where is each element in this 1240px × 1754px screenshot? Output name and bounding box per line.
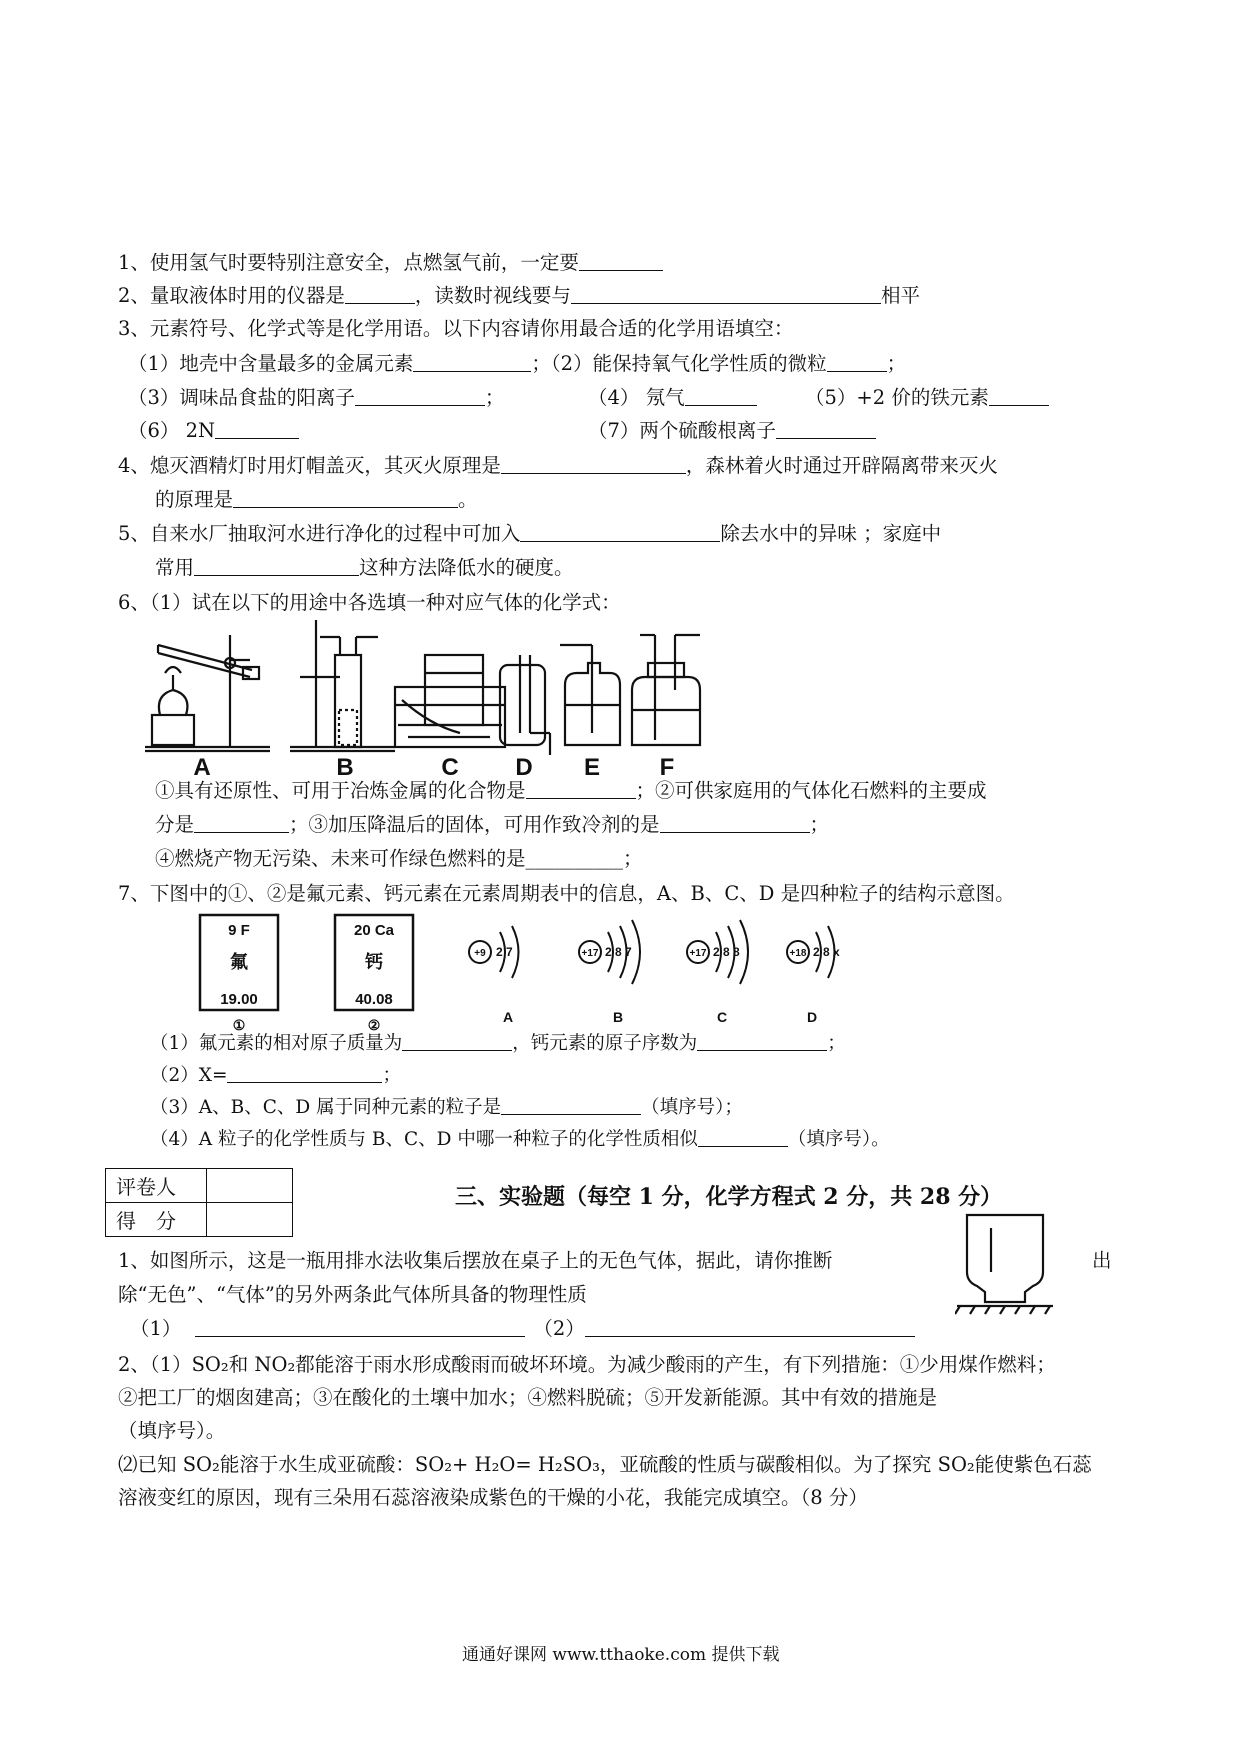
calcium-atomic-number: 20 Ca (353, 922, 395, 939)
answer-blank[interactable] (501, 453, 686, 474)
answer-blank[interactable] (989, 385, 1049, 406)
answer-blank[interactable] (571, 283, 881, 304)
question-6-intro: 6、（1）试在以下的用途中各选填一种对应气体的化学式： (118, 591, 621, 614)
inverted-gas-bottle-figure (955, 1210, 1055, 1318)
answer-blank[interactable] (660, 812, 810, 833)
atom-label: C (716, 1009, 728, 1025)
apparatus-d-collection-jar (500, 655, 550, 755)
question-3-sulfate: （7）两个硫酸根离子 (588, 418, 876, 444)
apparatus-label: F (659, 754, 675, 780)
question-7-line-3: （3）A、B、C、D 属于同种元素的粒子是 （填序号）； (150, 1094, 743, 1121)
question-6-line-3: ④燃烧产物无污染、未来可作绿色燃料的是__________； (155, 847, 643, 870)
answer-blank[interactable] (585, 1316, 915, 1337)
question-4-line-2: 的原理是 。 (155, 488, 478, 511)
nucleus-charge: +17 (689, 948, 707, 959)
answer-blank[interactable] (194, 555, 359, 576)
question-7-intro: 7、下图中的①、②是氟元素、钙元素在元素周期表中的信息，A、B、C、D 是四种粒子的结构示意图。 (118, 882, 1015, 905)
electron-shells: 2 8 7 (605, 945, 632, 959)
electron-shells: 2 7 (496, 945, 513, 959)
answer-blank[interactable] (194, 812, 289, 833)
answer-blank[interactable] (526, 778, 636, 799)
apparatus-c-water-trough (395, 655, 505, 747)
question-4-line-1: 4、熄灭酒精灯时用灯帽盖灭，其灭火原理是 ，森林着火时通过开辟隔离带来灭火 (118, 454, 998, 477)
answer-blank[interactable] (355, 385, 485, 406)
experiment-2-line-3: （填序号）。 (118, 1419, 226, 1442)
question-2: 2、量取液体时用的仪器是 ，读数时视线要与 相平 (118, 284, 920, 307)
answer-blank[interactable] (685, 385, 757, 406)
apparatus-label: E (583, 754, 601, 780)
apparatus-label: A (193, 754, 211, 780)
answer-blank[interactable] (776, 418, 876, 439)
fluorine-atomic-number: 9 F (228, 922, 250, 939)
apparatus-label: B (336, 754, 354, 780)
grader-label: 评卷人 (106, 1169, 207, 1203)
nucleus-charge: +18 (789, 948, 807, 959)
nucleus-charge: +17 (581, 948, 599, 959)
answer-blank[interactable] (520, 521, 720, 542)
atom-label: D (806, 1009, 818, 1025)
element-info-figure (190, 910, 850, 1040)
question-7-line-4: （4）A 粒子的化学性质与 B、C、D 中哪一种粒子的化学性质相似 （填序号）。 (150, 1126, 890, 1153)
grader-cell[interactable] (207, 1169, 293, 1203)
apparatus-label: D (515, 754, 533, 780)
question-7-line-1: （1）氟元素的相对原子质量为 ，钙元素的原子序数为 ； (150, 1030, 846, 1057)
question-3-intro: 3、元素符号、化学式等是化学用语。以下内容请你用最合适的化学用语填空： (118, 317, 794, 340)
answer-blank[interactable] (402, 1030, 512, 1051)
answer-blank[interactable] (227, 1062, 382, 1083)
answer-blank[interactable] (233, 487, 458, 508)
apparatus-b-tube-stand (290, 620, 395, 751)
experiment-2-line-1: 2、（1）SO₂和 NO₂都能溶于雨水形成酸雨而破坏环境。为减少酸雨的产生，有下列措施：①少用煤作燃料； (118, 1353, 1056, 1376)
apparatus-label: C (441, 754, 459, 780)
experiment-1-answers: （1） （2） (130, 1316, 915, 1342)
answer-blank[interactable] (698, 1126, 788, 1147)
experiment-1-line-1: 1、如图所示，这是一瓶用排水法收集后摆放在桌子上的无色气体，据此，请你推断 (118, 1249, 833, 1272)
answer-blank[interactable] (827, 351, 887, 372)
experiment-2-line-5: 溶液变红的原因，现有三朵用石蕊溶液染成紫色的干燥的小花，我能完成填空。（8 分） (118, 1486, 868, 1509)
answer-blank[interactable] (195, 1316, 525, 1337)
calcium-atomic-mass: 40.08 (355, 991, 393, 1008)
apparatus-f-wash-bottle (632, 635, 700, 745)
score-cell[interactable] (207, 1203, 293, 1237)
question-5-line-2: 常用 这种方法降低水的硬度。 (155, 556, 574, 579)
answer-blank[interactable] (215, 418, 299, 439)
fluorine-name: 氟 (230, 952, 248, 972)
apparatus-a-heating-tube (145, 635, 270, 751)
question-3-iron: （5）+2 价的铁元素 (805, 385, 1049, 411)
question-3-neon: （4） 氖气 (588, 385, 757, 411)
question-7-line-2: （2）X= ； (150, 1062, 401, 1089)
answer-blank[interactable] (413, 351, 531, 372)
card-label: ① (232, 1017, 246, 1033)
answer-blank[interactable] (501, 1094, 641, 1115)
fluorine-atomic-mass: 19.00 (220, 991, 258, 1008)
experiment-2-line-2: ②把工厂的烟囱建高；③在酸化的土壤中加水；④燃料脱硫；⑤开发新能源。其中有效的措施是 (118, 1386, 938, 1409)
question-6-line-2: 分是 ；③加压降温后的固体，可用作致冷剂的是 ； (155, 813, 830, 836)
page-footer: 通通好课网 www.tthaoke.com 提供下载 (462, 1645, 780, 1665)
question-5-line-1: 5、自来水厂抽取河水进行净化的过程中可加入 除去水中的异味 ；家庭中 (118, 522, 942, 545)
card-label: ② (367, 1017, 381, 1033)
question-6-line-1: ①具有还原性、可用于冶炼金属的化合物是 ；②可供家庭用的气体化石燃料的主要成 (155, 779, 987, 802)
experiment-1-line-1-end: 出 (1092, 1249, 1112, 1272)
question-3-2n: （6） 2N (128, 418, 299, 444)
answer-blank[interactable] (345, 283, 415, 304)
section-3-title: 三、实验题（每空 1 分，化学方程式 2 分，共 28 分） (455, 1184, 1003, 1210)
question-1: 1、使用氢气时要特别注意安全，点燃氢气前，一定要 (118, 250, 663, 276)
calcium-name: 钙 (365, 952, 383, 972)
atom-label: B (612, 1009, 624, 1025)
score-table (105, 1168, 293, 1237)
answer-blank[interactable] (697, 1030, 827, 1051)
question-3-line-1: （1）地壳中含量最多的金属元素 ；（2）能保持氧气化学性质的微粒 ； (128, 352, 907, 375)
electron-shells: 2 8 x (813, 945, 840, 959)
electron-shells: 2 8 8 (713, 945, 740, 959)
experiment-2-line-4: ⑵已知 SO₂能溶于水生成亚硫酸：SO₂+ H₂O= H₂SO₃，亚硫酸的性质与碳酸相似。为了探究 SO₂能使紫色石蕊 (118, 1453, 1092, 1476)
nucleus-charge: +9 (474, 948, 486, 959)
answer-blank[interactable] (579, 250, 663, 271)
atom-label: A (502, 1009, 514, 1025)
apparatus-e-gas-bottle (560, 645, 620, 745)
experiment-1-line-2: 除“无色”、“气体”的另外两条此气体所具备的物理性质 (118, 1283, 587, 1306)
question-3-line-2: （3）调味品食盐的阳离子 ； (128, 386, 505, 409)
lab-apparatus-figure (140, 615, 790, 780)
score-label: 得 分 (106, 1203, 207, 1237)
